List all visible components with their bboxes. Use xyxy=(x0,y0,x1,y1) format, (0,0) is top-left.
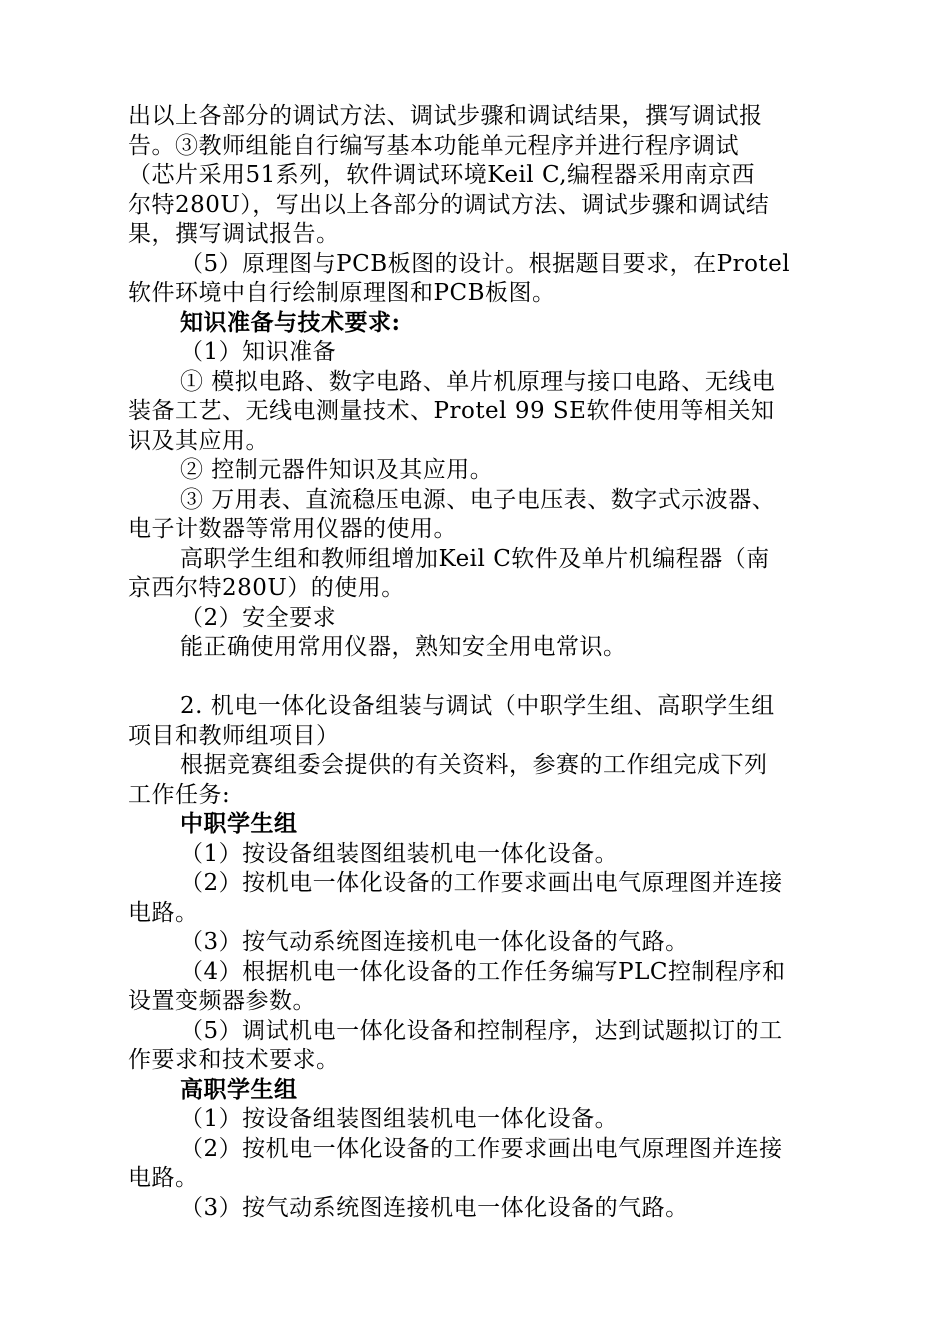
text-line: （2）按机电一体化设备的工作要求画出电气原理图并连接 xyxy=(180,1136,783,1162)
text-line: 设置变频器参数。 xyxy=(128,988,316,1014)
text-line: （2）按机电一体化设备的工作要求画出电气原理图并连接 xyxy=(180,870,783,896)
text-line: （3）按气动系统图连接机电一体化设备的气路。 xyxy=(180,929,689,955)
text-line: （5）调试机电一体化设备和控制程序，达到试题拟订的工 xyxy=(180,1018,783,1044)
text-line: 根据竞赛组委会提供的有关资料，参赛的工作组完成下列 xyxy=(180,752,768,778)
text-line: ③ 万用表、直流稳压电源、电子电压表、数字式示波器、 xyxy=(180,487,776,513)
text-line: 项目和教师组项目） xyxy=(128,723,340,749)
text-line: （1）按设备组装图组装机电一体化设备。 xyxy=(180,841,619,867)
text-line: 2. 机电一体化设备组装与调试（中职学生组、高职学生组 xyxy=(180,693,775,719)
text-line: 作要求和技术要求。 xyxy=(128,1047,340,1073)
section-heading: 高职学生组 xyxy=(180,1076,298,1103)
text-line: 能正确使用常用仪器，熟知安全用电常识。 xyxy=(180,634,627,660)
text-line: 电路。 xyxy=(128,900,199,926)
text-line: 电路。 xyxy=(128,1165,199,1191)
text-line: 告。③教师组能自行编写基本功能单元程序并进行程序调试 xyxy=(128,133,739,159)
text-line: 高职学生组和教师组增加Keil C软件及单片机编程器（南 xyxy=(180,546,770,572)
text-line: （1）按设备组装图组装机电一体化设备。 xyxy=(180,1106,619,1132)
text-line: （5）原理图与PCB板图的设计。根据题目要求，在Protel xyxy=(180,251,791,277)
section-heading: 中职学生组 xyxy=(180,810,298,837)
text-line: 软件环境中自行绘制原理图和PCB板图。 xyxy=(128,280,556,306)
section-heading: 知识准备与技术要求: xyxy=(180,309,401,336)
text-line: 尔特280U），写出以上各部分的调试方法、调试步骤和调试结 xyxy=(128,192,770,218)
text-line: （3）按气动系统图连接机电一体化设备的气路。 xyxy=(180,1195,689,1221)
text-line: （1）知识准备 xyxy=(180,339,337,365)
text-line: ① 模拟电路、数字电路、单片机原理与接口电路、无线电 xyxy=(180,369,776,395)
text-line: 装备工艺、无线电测量技术、Protel 99 SE软件使用等相关知 xyxy=(128,398,775,424)
text-line: （2）安全要求 xyxy=(180,605,337,631)
text-line: （4）根据机电一体化设备的工作任务编写PLC控制程序和 xyxy=(180,959,786,985)
text-line: 工作任务: xyxy=(128,782,231,808)
text-line: ② 控制元器件知识及其应用。 xyxy=(180,457,494,483)
text-line: （芯片采用51系列，软件调试环境Keil C,编程器采用南京西 xyxy=(128,162,756,188)
text-line: 果，撰写调试报告。 xyxy=(128,221,340,247)
text-line: 电子计数器等常用仪器的使用。 xyxy=(128,516,457,542)
text-line: 出以上各部分的调试方法、调试步骤和调试结果，撰写调试报 xyxy=(128,103,763,129)
text-line: 京西尔特280U）的使用。 xyxy=(128,575,405,601)
text-line: 识及其应用。 xyxy=(128,428,269,454)
